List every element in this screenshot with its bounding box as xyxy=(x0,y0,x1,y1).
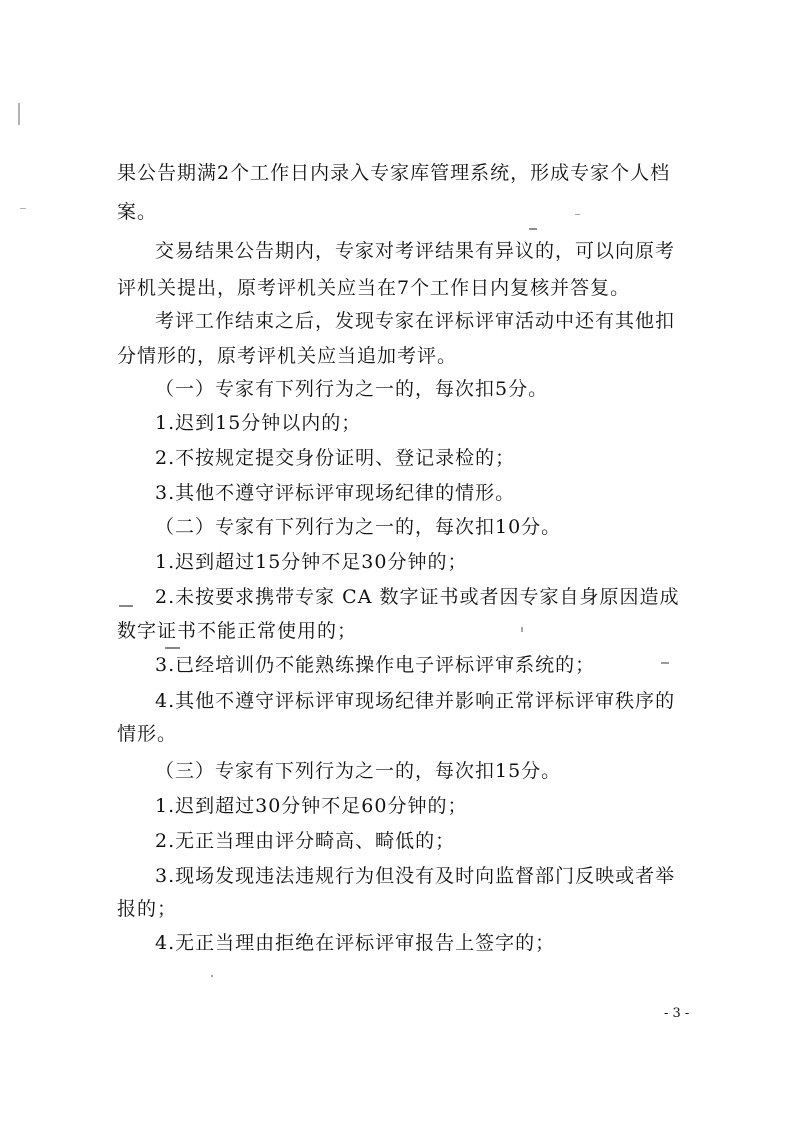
paragraph-line: 交易结果公告期内，专家对考评结果有异议的，可以向原考 xyxy=(155,240,676,262)
paragraph-line: 分情形的，原考评机关应当追加考评。 xyxy=(117,345,458,367)
scan-mark xyxy=(165,647,180,649)
list-item: 4.其他不遵守评标评审现场纪律并影响正常评标评审秩序的 xyxy=(155,690,676,712)
scan-mark xyxy=(211,975,213,977)
scan-mark xyxy=(18,103,20,125)
paragraph-line: 评机关提出，原考评机关应当在7个工作日内复核并答复。 xyxy=(117,277,631,299)
scan-mark xyxy=(661,662,669,664)
list-item: 1.迟到超过15分钟不足30分钟的； xyxy=(155,551,468,573)
scan-mark xyxy=(119,605,133,607)
list-item: 2.无正当理由评分畸高、畸低的； xyxy=(155,830,456,852)
scan-mark xyxy=(575,214,580,215)
list-item: 3.已经培训仍不能熟练操作电子评标评审系统的； xyxy=(155,654,596,676)
paragraph-line: 果公告期满2个工作日内录入专家库管理系统，形成专家个人档 xyxy=(117,162,671,184)
list-item: 1.迟到15分钟以内的； xyxy=(155,412,362,434)
paragraph-line: 报的； xyxy=(117,898,178,920)
list-item: 2.不按规定提交身份证明、登记录检的； xyxy=(155,447,516,469)
section-heading: （二）专家有下列行为之一的，每次扣10分。 xyxy=(155,516,562,538)
list-item: 3.现场发现违法违规行为但没有及时向监督部门反映或者举 xyxy=(155,865,676,887)
paragraph-line: 考评工作结束之后，发现专家在评标评审活动中还有其他扣 xyxy=(155,310,676,332)
scan-mark xyxy=(521,627,523,632)
section-heading: （一）专家有下列行为之一的，每次扣5分。 xyxy=(155,378,549,400)
list-item: 2.未按要求携带专家 CA 数字证书或者因专家自身原因造成 xyxy=(155,586,680,608)
list-item: 4.无正当理由拒绝在评标评审报告上签字的； xyxy=(155,932,556,954)
paragraph-line: 数字证书不能正常使用的； xyxy=(117,620,358,642)
scan-mark xyxy=(20,208,26,209)
paragraph-line: 案。 xyxy=(117,201,158,223)
section-heading: （三）专家有下列行为之一的，每次扣15分。 xyxy=(155,760,562,782)
list-item: 1.迟到超过30分钟不足60分钟的； xyxy=(155,795,468,817)
paragraph-line: 情形。 xyxy=(117,723,178,745)
list-item: 3.其他不遵守评标评审现场纪律的情形。 xyxy=(155,482,516,504)
page-number: - 3 - xyxy=(664,1006,690,1021)
scan-mark xyxy=(529,228,537,230)
